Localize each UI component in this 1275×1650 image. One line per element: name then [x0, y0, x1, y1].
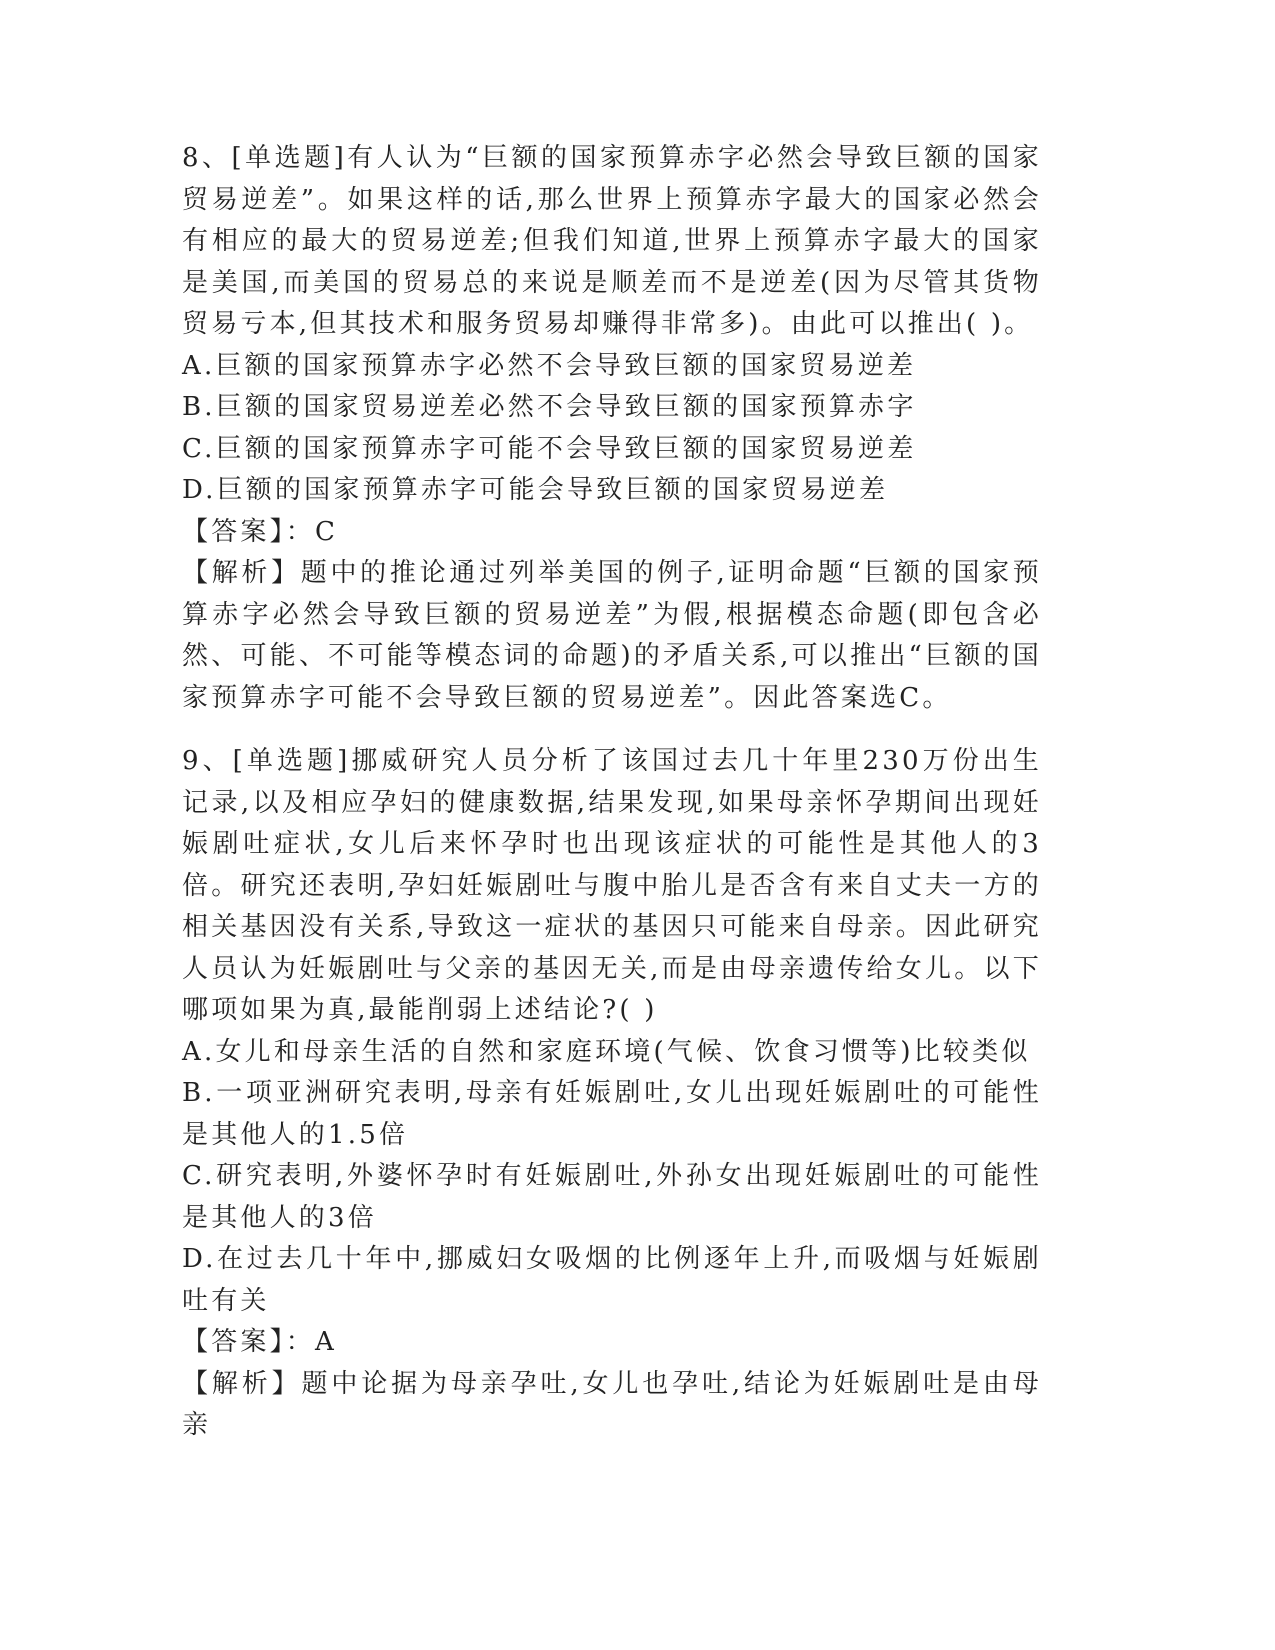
answer: 【答案】：C [182, 516, 339, 547]
option-d: D.巨额的国家预算赤字可能会导致巨额的国家贸易逆差 [182, 475, 889, 505]
answer: 【答案】：A [182, 1327, 337, 1357]
option-c: C.巨额的国家预算赤字可能不会导致巨额的国家贸易逆差 [182, 433, 917, 464]
analysis: 【解析】题中的推论通过列举美国的例子,证明命题“巨额的国家预算赤字必然会导致巨额的贸易逆差”为假,根据模态命题(即包含必然、可能、不可能等模态词的命题)的矛盾关系,可以推出“巨额的国家预算赤字可能不会导致巨额的贸易逆差”。因此答案选C。 [182, 558, 1042, 713]
document-page [182, 138, 1042, 1447]
option-b: B.一项亚洲研究表明,母亲有妊娠剧吐,女儿出现妊娠剧吐的可能性是其他人的1.5倍 [182, 1078, 1042, 1150]
question-9 [182, 741, 1042, 1447]
analysis: 【解析】题中论据为母亲孕吐,女儿也孕吐,结论为妊娠剧吐是由母亲 [182, 1368, 1042, 1440]
question-8 [182, 138, 1042, 719]
question-stem: 8、[单选题]有人认为“巨额的国家预算赤字必然会导致巨额的国家贸易逆差”。如果这样的话,那么世界上预算赤字最大的国家必然会有相应的最大的贸易逆差;但我们知道,世界上预算赤字最大的国家是美国,而美国的贸易总的来说是顺差而不是逆差(因为尽管其货物贸易亏本,但其技术和服务贸易却赚得非常多)。由此可以推出( )。 [182, 143, 1042, 339]
option-c: C.研究表明,外婆怀孕时有妊娠剧吐,外孙女出现妊娠剧吐的可能性是其他人的3倍 [182, 1161, 1042, 1233]
question-stem: 9、[单选题]挪威研究人员分析了该国过去几十年里230万份出生记录,以及相应孕妇的健康数据,结果发现,如果母亲怀孕期间出现妊娠剧吐症状,女儿后来怀孕时也出现该症状的可能性是其他人的3倍。研究还表明,孕妇妊娠剧吐与腹中胎儿是否含有来自丈夫一方的相关基因没有关系,导致这一症状的基因只可能来自母亲。因此研究人员认为妊娠剧吐与父亲的基因无关,而是由母亲遗传给女儿。以下哪项如果为真,最能削弱上述结论?( ) [182, 746, 1042, 1025]
option-a: A.女儿和母亲生活的自然和家庭环境(气候、饮食习惯等)比较类似 [182, 1036, 1031, 1067]
option-b: B.巨额的国家贸易逆差必然不会导致巨额的国家预算赤字 [182, 392, 917, 422]
option-a: A.巨额的国家预算赤字必然不会导致巨额的国家贸易逆差 [182, 350, 917, 381]
option-d: D.在过去几十年中,挪威妇女吸烟的比例逐年上升,而吸烟与妊娠剧吐有关 [182, 1244, 1042, 1316]
